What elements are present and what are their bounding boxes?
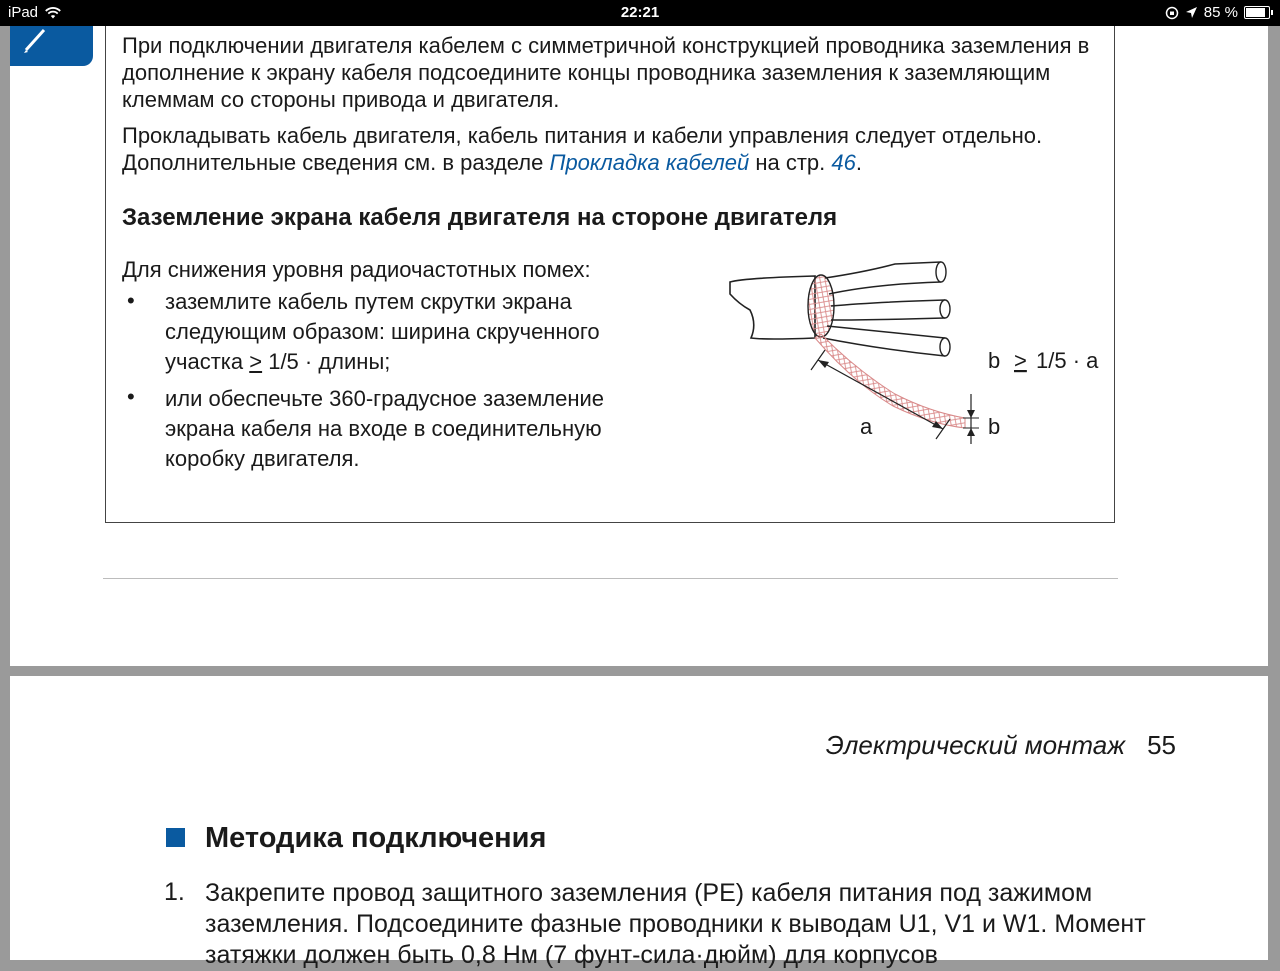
status-bar (0, 0, 1280, 26)
section-square-icon (166, 828, 185, 847)
battery-percent: 85 % (1203, 4, 1238, 21)
step-number: 1. (164, 878, 185, 906)
shield-end (808, 275, 834, 337)
conductor-1 (825, 262, 941, 278)
cable-routing-link[interactable]: Прокладка кабелей (549, 150, 750, 175)
orientation-lock-icon (1165, 6, 1179, 20)
status-time: 22:21 (620, 4, 660, 21)
status-right (1165, 4, 1270, 21)
bullet-item-1: заземлите кабель путем скрутки экрана следующим образом: ширина скрученного участка > 1/5 · длины; (165, 289, 600, 374)
chapter-title: Электрический монтаж (825, 730, 1126, 760)
conductor-2 (831, 300, 945, 306)
page-number: 55 (1147, 730, 1176, 760)
conductor-3 (827, 326, 945, 338)
page-divider (103, 578, 1118, 579)
bullet-marker: • (127, 288, 135, 313)
formula-b-label: b (988, 348, 1001, 373)
note-paragraph-2: Прокладывать кабель двигателя, кабель питания и кабели управления следует отдельно. Дополнительные сведения см. в разделе Прокладка кабелей на стр. 46. (122, 123, 1043, 175)
bullet-item-2: или обеспечьте 360-градусное заземление экрана кабеля на входе в соединительную коробку двигателя. (165, 386, 605, 471)
dimension-a-line (818, 360, 943, 429)
bullet-marker: • (127, 384, 135, 409)
label-a: a (860, 414, 873, 439)
page-55 (10, 676, 1268, 969)
location-icon (1185, 6, 1198, 19)
battery-fill (1246, 8, 1265, 17)
device-name: iPad (8, 4, 39, 21)
battery-icon (1244, 6, 1270, 19)
intro-text: Для снижения уровня радиочастотных помех: (122, 257, 591, 282)
conductor-1b (829, 282, 941, 294)
page-54 (10, 26, 1268, 666)
formula-ge-sign: > (1014, 348, 1027, 373)
running-head (826, 730, 1176, 761)
pencil-icon (10, 26, 93, 66)
formula-rest: 1/5 · a (1036, 348, 1099, 373)
cable-jacket (730, 276, 815, 339)
cable-shield-diagram (725, 254, 1125, 444)
page-46-link[interactable]: 46 (831, 150, 856, 175)
note-icon (10, 26, 93, 66)
shield-grounding-heading: Заземление экрана кабеля двигателя на стороне двигателя (122, 204, 838, 231)
label-b: b (988, 414, 1001, 439)
step-1-text: Закрепите провод защитного заземления (PE) кабеля питания под зажимом заземления. Подсоедините фазные проводники к выводам U1, V1 и W1. Момент затяжки должен быть 0,8 Нм (7 фунт-сила·дюйм) для корпусов (205, 879, 1146, 969)
section-title: Методика подключения (205, 822, 547, 854)
note-paragraph-1: При подключении двигателя кабелем с симметричной конструкцией проводника заземления в дополнение к экрану кабеля подсоедините концы проводника заземления к заземляющим клеммам со стороны привода и двигателя. (122, 33, 1090, 112)
